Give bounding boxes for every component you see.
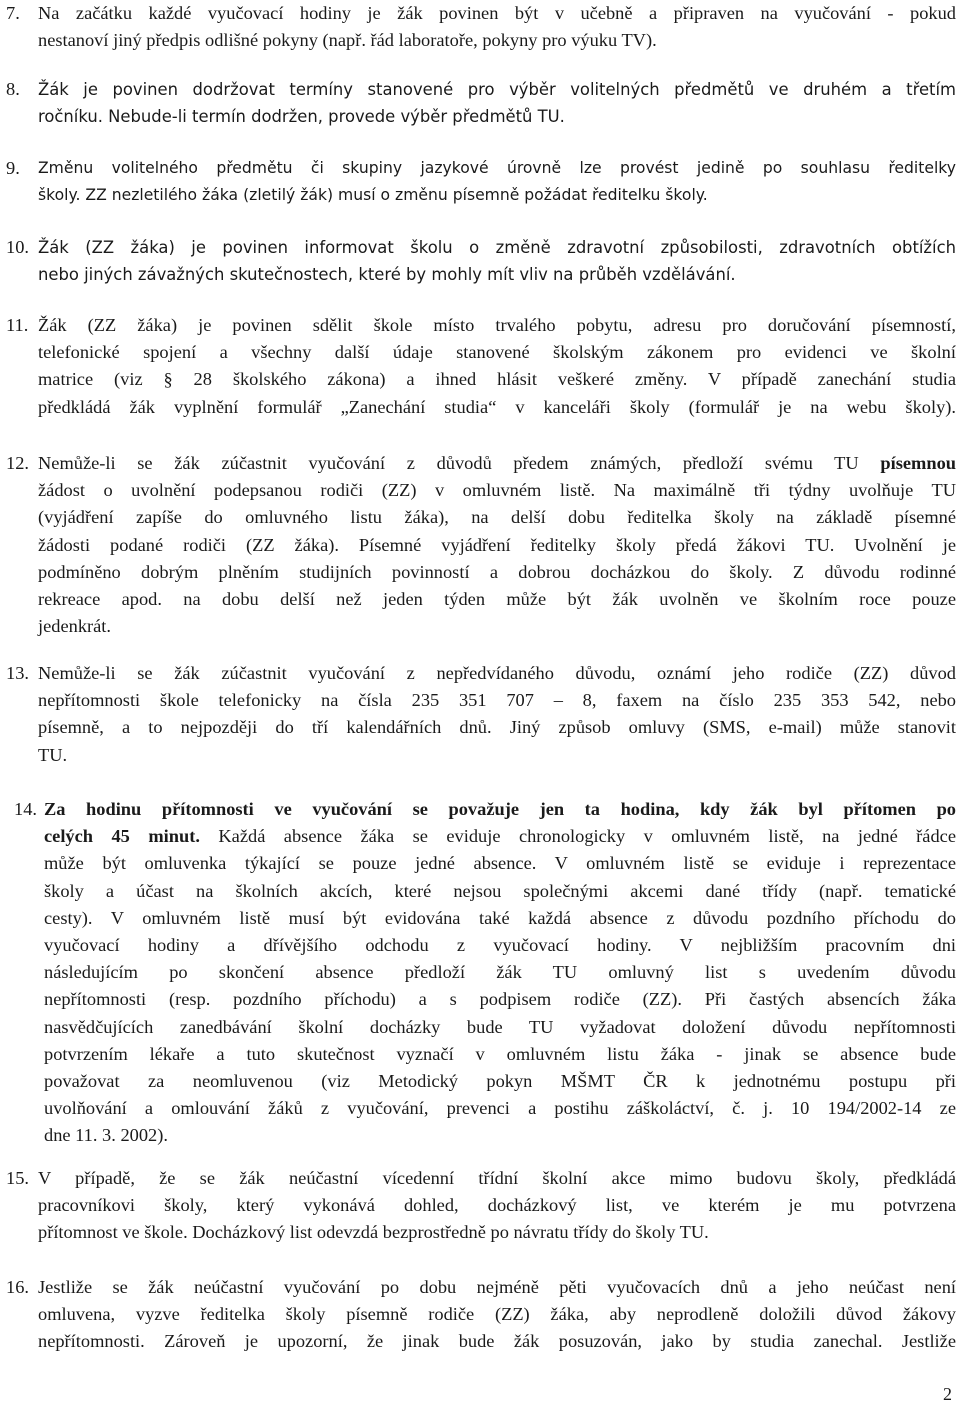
text-segment: Nemůže-li se žák zúčastnit vyučování z důvodů předem známých, předloží svému TU bbox=[38, 453, 859, 473]
item-number: 9. bbox=[6, 158, 20, 178]
text-line: telefonické spojení a všechny další údaje stanovené školským zákonem pro evidenci ve školní bbox=[38, 342, 956, 363]
text-line: nestanoví jiný předpis odlišné pokyny (např. řád laboratoře, pokyny pro výuku TV). bbox=[38, 30, 657, 51]
text-line: ročníku. Nebude-li termín dodržen, provede výběr předmětů TU. bbox=[38, 107, 565, 127]
text-line: nepřítomnosti škole telefonicky na čísla 235 351 707 – 8, faxem na číslo 235 353 542, nebo bbox=[38, 690, 956, 711]
text-line: písemně, a to nejpozději do tří kalendářních dnů. Jiný způsob omluvy (SMS, e-mail) může stanovit bbox=[38, 717, 956, 738]
text-line: nebo jiných závažných skutečnostech, které by mohly mít vliv na průběh vzdělávání. bbox=[38, 265, 736, 285]
text-line bbox=[38, 450, 956, 477]
page-number: 2 bbox=[943, 1384, 952, 1404]
text-line: žádosti podané rodiči (ZZ žáka). Písemné vyjádření ředitelky školy předá žákovi TU. Uvolnění je bbox=[38, 534, 956, 555]
text-line: podmíněno dobrým plněním studijních povinností a dobrou docházkou do školy. Z důvodu rodinné bbox=[38, 561, 956, 582]
text-line: jedenkrát. bbox=[38, 616, 112, 637]
item-number: 15. bbox=[6, 1168, 29, 1188]
text-line: nepřítomnosti. Zároveň je upozorní, že jinak bude žák posuzován, jako by studia zanechal. Jestliže bbox=[38, 1331, 956, 1352]
text-line bbox=[44, 823, 956, 850]
text-line: školy a účast na školních akcích, které nejsou společnými akcemi dané třídy (např. tematické bbox=[44, 880, 956, 901]
item-number: 16. bbox=[6, 1277, 29, 1297]
text-line: nepřítomnosti (resp. pozdního příchodu) a s podpisem rodiče (ZZ). Při častých absencích žáka bbox=[44, 989, 956, 1010]
text-line: Nemůže-li se žák zúčastnit vyučování z nepředvídaného důvodu, oznámí jeho rodiče (ZZ) důvod bbox=[38, 663, 956, 683]
text-line: pracovníkovi školy, který vykonává dohled, docházkový list, ve kterém je mu potvrzena bbox=[38, 1195, 956, 1216]
item-number: 10. bbox=[6, 237, 29, 257]
item-number: 14. bbox=[14, 799, 37, 819]
item-number: 11. bbox=[6, 315, 29, 335]
bold-text: celých 45 minut. bbox=[44, 826, 200, 847]
text-line: považovat za neomluvenou (viz Metodický pokyn MŠMT ČR k jednotnému postupu při bbox=[44, 1070, 956, 1091]
text-line: Žák (ZZ žáka) je povinen informovat školu o změně zdravotní způsobilosti, zdravotních obtížích bbox=[38, 238, 956, 257]
text-line: V případě, že se žák neúčastní vícedenní třídní školní akce mimo budovu školy, předkládá bbox=[38, 1168, 956, 1188]
text-line: rekreace apod. na dobu delší než jeden týden může být žák uvolněn ve školním roce pouze bbox=[38, 588, 956, 609]
text-line: vyučovací hodiny a dřívějšího odchodu z vyučovací hodiny. V nejbližším pracovním dni bbox=[44, 934, 956, 955]
text-line: cesty). V omluvném listě musí být evidována také každá absence z důvodu pozdního příchodu do bbox=[44, 907, 956, 928]
bold-word: písemnou bbox=[880, 453, 956, 473]
text-line: nasvědčujících zanedbávání školní docházky bude TU vyžadovat doložení důvodu nepřítomnosti bbox=[44, 1016, 956, 1037]
text-line: může být omluvenka týkající se pouze jedné absence. V omluvném listě se eviduje i reprezentace bbox=[44, 853, 956, 874]
bold-text: Za hodinu přítomnosti ve vyučování se považuje jen ta hodina, kdy žák byl přítomen po bbox=[44, 799, 956, 819]
text-line: (vyjádření zapíše do omluvného listu žáka), na delší dobu ředitelka školy na základě písemné bbox=[38, 507, 956, 528]
item-number: 12. bbox=[6, 453, 29, 473]
text-line: Jestliže se žák neúčastní vyučování po dobu nejméně pěti vyučovacích dnů a jeho neúčast není bbox=[38, 1277, 956, 1297]
text-line: matrice (viz § 28 školského zákona) a ihned hlásit veškeré změny. V případě zanechání studia bbox=[38, 369, 956, 390]
text-line: Na začátku každé vyučovací hodiny je žák povinen být v učebně a připraven na vyučování - pokud bbox=[38, 3, 956, 23]
text-line: přítomnost ve škole. Docházkový list odevzdá bezprostředně po návratu třídy do školy TU. bbox=[38, 1222, 709, 1243]
text-line: uvolňování a omlouvání žáků z vyučování, prevenci a postihu záškoláctví, č. j. 10 194/2002-14 ze bbox=[44, 1098, 956, 1119]
item-number: 13. bbox=[6, 663, 29, 683]
text-line: žádost o uvolnění podepsanou rodiči (ZZ) v omluvném listě. Na maximálně tři týdny uvolňuje TU bbox=[38, 480, 956, 501]
text-line bbox=[44, 796, 956, 823]
text-segment: Každá absence žáka se eviduje chronologicky v omluvném listě, na jedné řádce bbox=[218, 826, 956, 847]
text-line: Žák je povinen dodržovat termíny stanovené pro výběr volitelných předmětů ve druhém a třetím bbox=[38, 80, 956, 99]
text-line: předkládá žák vyplnění formulář „Zanechání studia“ v kanceláři školy (formulář je na webu školy). bbox=[38, 396, 956, 417]
text-line: dne 11. 3. 2002). bbox=[44, 1125, 168, 1146]
text-line: TU. bbox=[38, 744, 68, 765]
text-line: Žák (ZZ žáka) je povinen sdělit škole místo trvalého pobytu, adresu pro doručování písemností, bbox=[38, 315, 956, 335]
text-line: následujícím po skončení absence předloží žák TU omluvný list s uvedením důvodu bbox=[44, 962, 956, 983]
text-line: školy. ZZ nezletilého žáka (zletilý žák) musí o změnu písemně požádat ředitelku školy. bbox=[38, 186, 708, 205]
text-line: Změnu volitelného předmětu či skupiny jazykové úrovně lze provést jedině po souhlasu ředitelky bbox=[38, 159, 956, 177]
text-line: potvrzením lékaře a tuto skutečnost vyznačí v omluvném listu žáka - jinak se absence bude bbox=[44, 1043, 956, 1064]
item-number: 8. bbox=[6, 79, 20, 99]
text-line: omluvena, vyzve ředitelka školy písemně rodiče (ZZ) žáka, aby neprodleně doložili důvod žákovy bbox=[38, 1304, 956, 1325]
item-number: 7. bbox=[6, 3, 20, 23]
